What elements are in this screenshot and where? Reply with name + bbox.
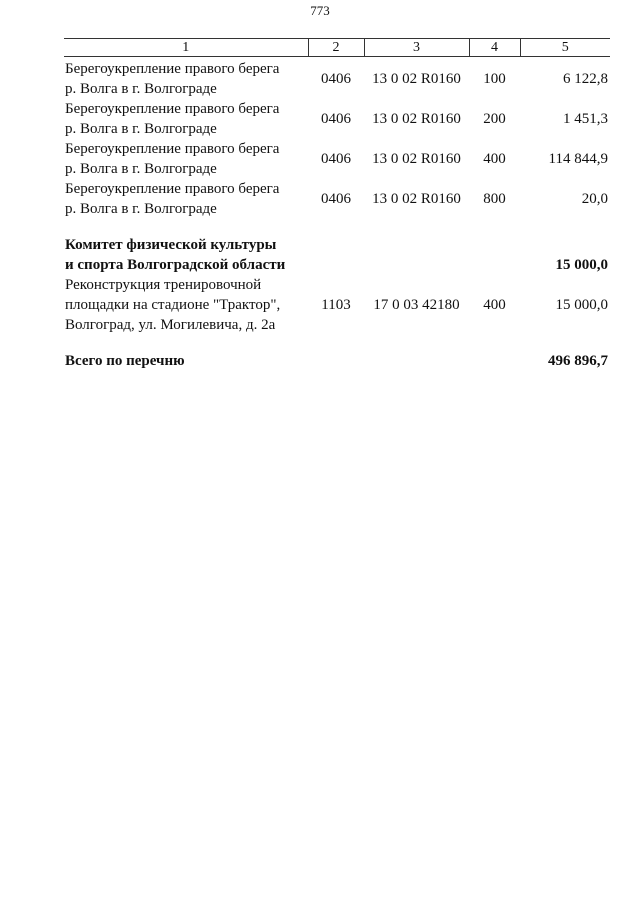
row-amount: 20,0	[581, 191, 608, 207]
spacer-row	[64, 219, 610, 235]
header-col-3: 3	[364, 39, 469, 57]
header-col-4: 4	[469, 39, 520, 57]
row-section: 1103	[321, 297, 351, 313]
row-section: 0406	[321, 111, 351, 127]
row-section: 0406	[321, 71, 351, 87]
row-name: Реконструкция тренировочной площадки на стадионе "Трактор", Волгоград, ул. Могилевича, д. 2а	[65, 277, 281, 333]
row-section: 0406	[321, 151, 351, 167]
table-row	[64, 139, 610, 179]
spacer-row	[64, 335, 610, 351]
committee-name: Комитет физической культуры и спорта Волгоградской области	[65, 237, 286, 273]
row-program: 13 0 02 R0160	[372, 71, 461, 87]
row-name: Берегоукрепление правого берега р. Волга в г. Волгограде	[65, 101, 280, 137]
total-amount: 496 896,7	[548, 353, 608, 369]
header-col-5: 5	[520, 39, 610, 57]
row-amount: 6 122,8	[563, 71, 608, 87]
row-type: 100	[483, 71, 506, 87]
total-row	[64, 351, 610, 371]
row-type: 400	[483, 151, 506, 167]
row-program: 13 0 02 R0160	[372, 191, 461, 207]
table-row	[64, 275, 610, 335]
table-row	[64, 57, 610, 100]
budget-table	[64, 38, 610, 371]
row-amount: 1 451,3	[563, 111, 608, 127]
row-type: 200	[483, 111, 506, 127]
row-name: Берегоукрепление правого берега р. Волга в г. Волгограде	[65, 181, 280, 217]
table-row	[64, 179, 610, 219]
header-col-2: 2	[308, 39, 364, 57]
row-name: Берегоукрепление правого берега р. Волга в г. Волгограде	[65, 61, 280, 97]
row-type: 400	[483, 297, 506, 313]
row-program: 13 0 02 R0160	[372, 111, 461, 127]
row-program: 13 0 02 R0160	[372, 151, 461, 167]
header-col-1: 1	[64, 39, 308, 57]
row-name: Берегоукрепление правого берега р. Волга в г. Волгограде	[65, 141, 280, 177]
row-amount: 15 000,0	[555, 297, 608, 313]
committee-heading-row	[64, 235, 610, 275]
committee-amount: 15 000,0	[555, 257, 608, 273]
table-row	[64, 99, 610, 139]
row-amount: 114 844,9	[548, 151, 608, 167]
row-type: 800	[483, 191, 506, 207]
row-program: 17 0 03 42180	[373, 297, 460, 313]
row-section: 0406	[321, 191, 351, 207]
header-row	[64, 39, 610, 57]
page-number: 773	[310, 3, 330, 18]
total-label: Всего по перечню	[65, 353, 185, 369]
